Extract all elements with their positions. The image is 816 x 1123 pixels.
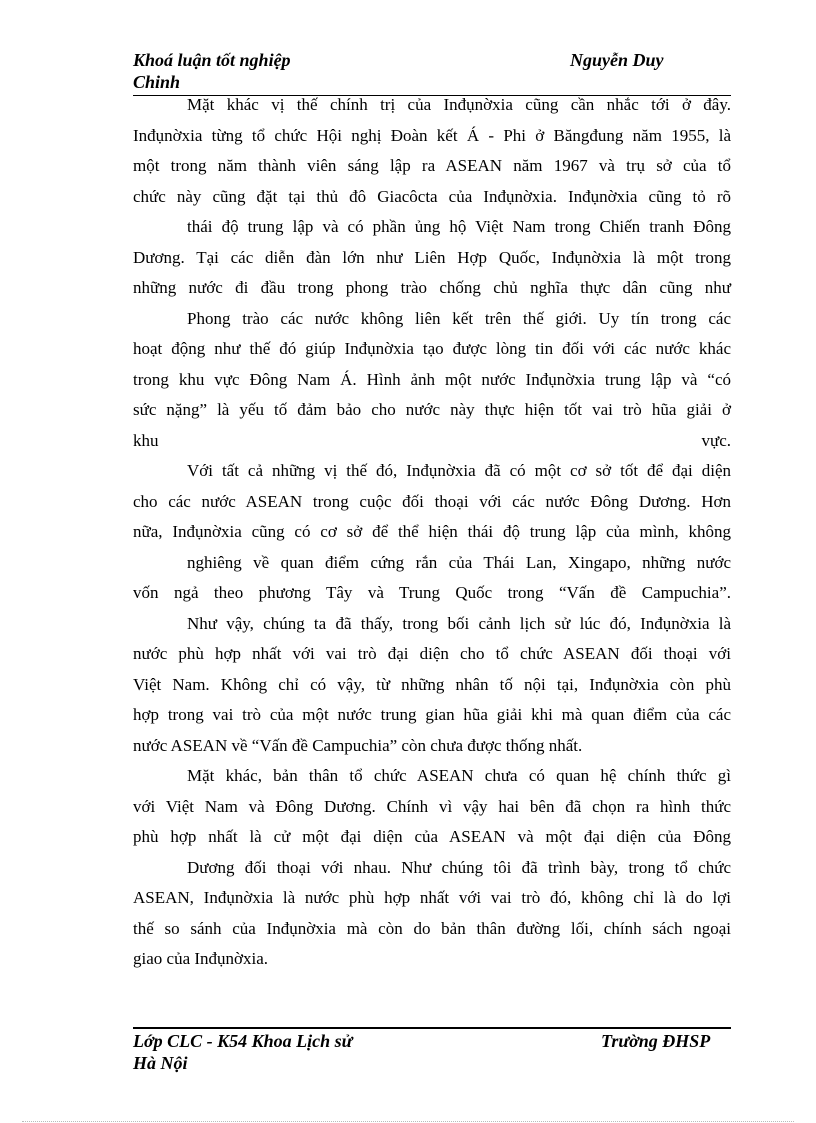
text-line: Phong trào các nước không liên kết trên thế giới. Uy tín trong các: [187, 308, 731, 328]
text-line: Việt Nam. Không chỉ có vậy, từ những nhân tố nội tại, Inđụnờxia còn phù: [133, 674, 731, 694]
text-line: Mặt khác vị thế chính trị của Inđụnờxia cũng cần nhắc tới ở đây.: [187, 95, 731, 114]
text-line: với Việt Nam và Đông Dương. Chính vì vậy hai bên đã chọn ra hình thức: [133, 796, 731, 816]
text-line: thế so sánh của Inđụnờxia mà còn do bản thân đường lối, chính sách ngoại: [133, 918, 731, 938]
text-line: chức này cũng đặt tại thủ đô Giacôcta của Inđụnờxia. Inđụnờxia cũng tỏ rõ: [133, 186, 731, 206]
page-header: [133, 49, 731, 93]
body-text: [133, 90, 731, 975]
text-line: hợp trong vai trò của một nước trung gian hũa giải khi mà quan điểm của các: [133, 705, 731, 724]
text-line: Inđụnờxia từng tổ chức Hội nghị Đoàn kết Á - Phi ở Băngđung năm 1955, là: [133, 125, 731, 145]
text-line: ASEAN, Inđụnờxia là nước phù hợp nhất với vai trò đó, không chỉ là do lợi: [133, 888, 731, 907]
header-author-continued: Chinh: [133, 72, 181, 92]
text-line: nước ASEAN về “Vấn đề Campuchia” còn chưa được thống nhất.: [133, 735, 583, 755]
text-line: những nước đi đầu trong phong trào chống chủ nghĩa thực dân cũng như: [133, 278, 731, 297]
footer-school: Trường ĐHSP: [601, 1031, 711, 1051]
text-line: nghiêng về quan điểm cứng rắn của Thái Lan, Xingapo, những nước: [187, 552, 731, 572]
text-line: vốn ngả theo phương Tây và Trung Quốc trong “Vấn đề Campuchia”.: [133, 583, 731, 602]
header-author: Nguyễn Duy: [570, 50, 664, 70]
text-line: Dương. Tại các diễn đàn lớn như Liên Hợp Quốc, Inđụnờxia là một trong: [133, 247, 731, 267]
text-line: Như vậy, chúng ta đã thấy, trong bối cảnh lịch sử lúc đó, Inđụnờxia là: [187, 613, 731, 633]
text-line: phù hợp nhất là cử một đại diện của ASEAN và một đại diện của Đông: [133, 827, 731, 846]
text-line: thái độ trung lập và có phần ủng hộ Việt Nam trong Chiến tranh Đông: [187, 217, 731, 236]
text-line: một trong năm thành viên sáng lập ra ASEAN năm 1967 và trụ sở của tổ: [133, 156, 731, 175]
footer-rule: [133, 1027, 731, 1029]
text-line: Với tất cả những vị thế đó, Inđụnờxia đã có một cơ sở tốt để đại diện: [187, 461, 731, 480]
page-edge-dotted-line: [22, 1121, 794, 1122]
text-line: Dương đối thoại với nhau. Như chúng tôi đã trình bày, trong tổ chức: [187, 857, 731, 877]
footer-school-continued: Hà Nội: [133, 1053, 188, 1073]
text-line: khu vực.: [133, 430, 731, 450]
text-line: hoạt động như thế đó giúp Inđụnờxia tạo được lòng tin đối với các nước khác: [133, 339, 731, 358]
text-line: giao của Inđụnờxia.: [133, 949, 269, 968]
footer-class: Lớp CLC - K54 Khoa Lịch sử: [133, 1031, 353, 1051]
text-line: trong khu vực Đông Nam Á. Hình ảnh một nước Inđụnờxia trung lập và “có: [133, 369, 731, 389]
text-line: Mặt khác, bản thân tổ chức ASEAN chưa có quan hệ chính thức gì: [187, 766, 731, 785]
header-title: Khoá luận tốt nghiệp: [133, 50, 291, 70]
text-line: nữa, Inđụnờxia cũng có cơ sở để thể hiện thái độ trung lập của mình, không: [133, 522, 731, 541]
text-line: sức nặng” là yếu tố đảm bảo cho nước này thực hiện tốt vai trò hũa giải ở: [133, 400, 731, 419]
page-footer: [133, 1030, 731, 1074]
text-line: nước phù hợp nhất với vai trò đại diện cho tổ chức ASEAN đối thoại với: [133, 644, 731, 663]
text-line: cho các nước ASEAN trong cuộc đối thoại với các nước Đông Dương. Hơn: [133, 491, 731, 511]
